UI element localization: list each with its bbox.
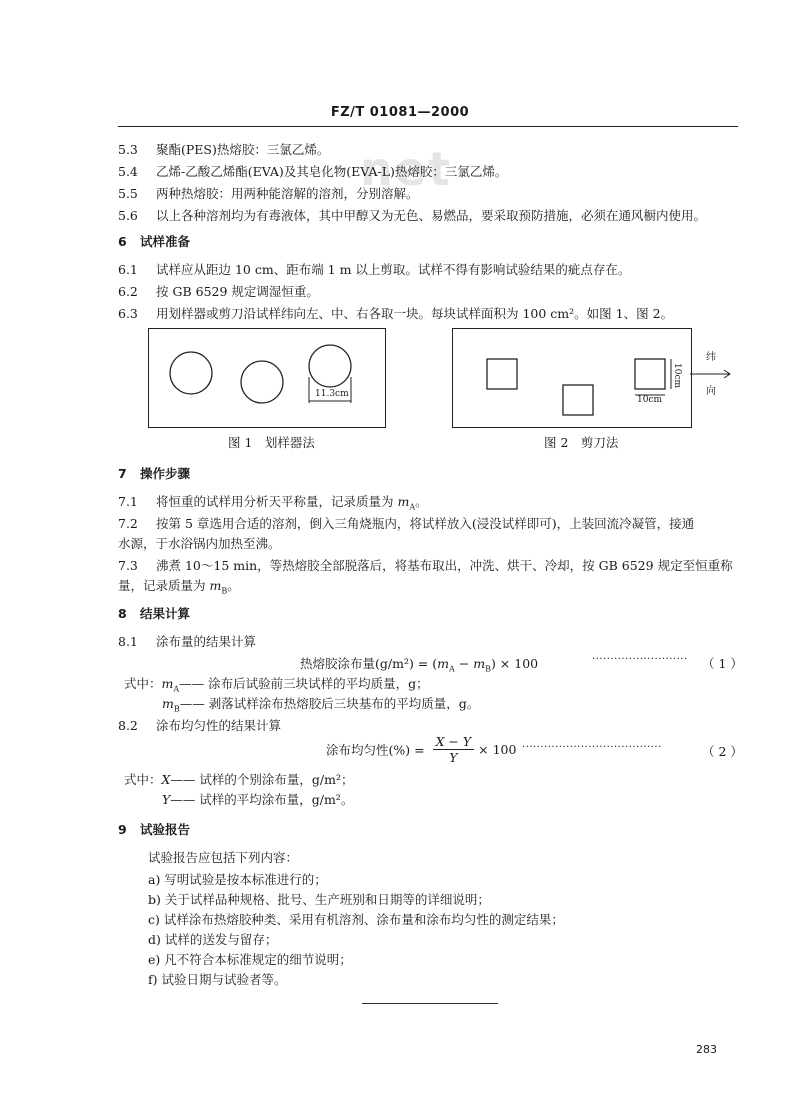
clause-8-1: 8.1 涂布量的结果计算 bbox=[118, 634, 257, 649]
where-y: Y—— 试样的平均涂布量，g/m²。 bbox=[162, 792, 354, 807]
section-6-heading: 6 试样准备 bbox=[118, 234, 191, 249]
weft-label-2: 向 bbox=[706, 386, 716, 397]
where-ma: 式中：$m_A——$ 涂布后试验前三块试样的平均质量，g； bbox=[124, 676, 429, 694]
figure-1-caption: 图 1 划样器法 bbox=[228, 435, 315, 450]
clause-7-3-cont: 量，记录质量为 $m_B$。 bbox=[118, 578, 240, 596]
clause-7-1: 7.1 将恒重的试样用分析天平称量，记录质量为 $m_A$。 bbox=[118, 494, 428, 512]
end-rule bbox=[362, 1003, 498, 1004]
where-mb: $m_B——$ 剥落试样涂布热熔胶后三块基布的平均质量，g。 bbox=[162, 696, 480, 714]
report-item-b: b) 关于试样品种规格、批号、生产班别和日期等的详细说明； bbox=[148, 892, 490, 907]
report-intro: 试验报告应包括下列内容： bbox=[148, 850, 299, 865]
clause-6-3: 6.3 用划样器或剪刀沿试样纬向左、中、右各取一块。每块试样面积为 100 cm²。如图 1、图 2。 bbox=[118, 306, 674, 321]
sample-square-left bbox=[487, 359, 517, 389]
clause-7-2: 7.2 按第 5 章选用合适的溶剂，倒入三角烧瓶内，将试样放入(浸没试样即可)，上装回流冷凝管，接通 bbox=[118, 516, 695, 531]
report-item-c: c) 试样涂布热熔胶种类、采用有机溶剂、涂布量和涂布均匀性的测定结果； bbox=[148, 912, 564, 927]
figure-2-caption: 图 2 剪刀法 bbox=[544, 435, 619, 450]
figure-1-dimension: 11.3cm bbox=[315, 389, 349, 399]
figure-2 bbox=[452, 328, 692, 428]
sample-square-middle bbox=[563, 385, 593, 415]
clause-5-4: 5.4 乙烯-乙酸乙烯酯(EVA)及其皂化物(EVA-L)热熔胶：三氯乙烯。 bbox=[118, 164, 508, 179]
clause-6-1: 6.1 试样应从距边 10 cm、距布端 1 m 以上剪取。试样不得有影响试验结果的疵点存在。 bbox=[118, 262, 631, 277]
clause-8-2: 8.2 涂布均匀性的结果计算 bbox=[118, 718, 282, 733]
figure-1-drawing bbox=[149, 329, 385, 427]
figure-2-drawing bbox=[453, 329, 691, 427]
report-item-a: a) 写明试验是按本标准进行的； bbox=[148, 872, 327, 887]
sample-circle-right bbox=[309, 345, 351, 387]
figure-1 bbox=[148, 328, 386, 428]
page-header: FZ/T 01081—2000 bbox=[330, 105, 470, 120]
clause-7-3: 7.3 沸煮 10～15 min，等热熔胶全部脱落后，将基布取出，冲洗、烘干、冷却，按 GB 6529 规定至恒重称 bbox=[118, 558, 733, 573]
where-x: 式中：X—— 试样的个别涂布量，g/m²； bbox=[124, 772, 354, 787]
figure-2-dimension-h: 10cm bbox=[637, 395, 663, 405]
sample-square-right bbox=[635, 359, 665, 389]
weft-arrow-icon bbox=[690, 368, 738, 380]
page-number: 283 bbox=[696, 1043, 717, 1056]
formula-2: 涂布均匀性(%) = $\frac{X - Y}{Y}$ × 100 bbox=[326, 734, 517, 765]
report-item-f: f) 试验日期与试验者等。 bbox=[148, 972, 287, 987]
sample-circle-middle bbox=[241, 361, 283, 403]
watermark: net bbox=[360, 142, 452, 196]
formula-1: 热熔胶涂布量$(g/m^2) = (m_A - m_B) \times 100$ bbox=[300, 656, 539, 674]
clause-5-5: 5.5 两种热熔胶：用两种能溶解的溶剂，分别溶解。 bbox=[118, 186, 419, 201]
figure-2-dimension-v: 10cm bbox=[672, 363, 682, 389]
report-item-e: e) 凡不符合本标准规定的细节说明； bbox=[148, 952, 352, 967]
formula-2-leader: ······································ bbox=[522, 742, 662, 753]
formula-1-leader: ·························· bbox=[592, 654, 688, 665]
sample-circle-left bbox=[170, 352, 212, 394]
weft-label-1: 纬 bbox=[706, 352, 716, 363]
formula-1-number: （ 1 ） bbox=[702, 656, 743, 671]
section-9-heading: 9 试验报告 bbox=[118, 822, 191, 837]
report-item-d: d) 试样的送发与留存； bbox=[148, 932, 278, 947]
clause-5-3: 5.3 聚酯(PES)热熔胶：三氯乙烯。 bbox=[118, 142, 330, 157]
section-7-heading: 7 操作步骤 bbox=[118, 466, 191, 481]
header-rule bbox=[118, 126, 738, 127]
clause-5-6: 5.6 以上各种溶剂均为有毒液体，其中甲醇又为无色、易燃品，要采取预防措施，必须在通风橱内使用。 bbox=[118, 208, 707, 223]
clause-6-2: 6.2 按 GB 6529 规定调湿恒重。 bbox=[118, 284, 319, 299]
section-8-heading: 8 结果计算 bbox=[118, 606, 191, 621]
clause-7-2-cont: 水源，于水浴锅内加热至沸。 bbox=[118, 536, 281, 551]
formula-2-number: （ 2 ） bbox=[702, 744, 743, 759]
